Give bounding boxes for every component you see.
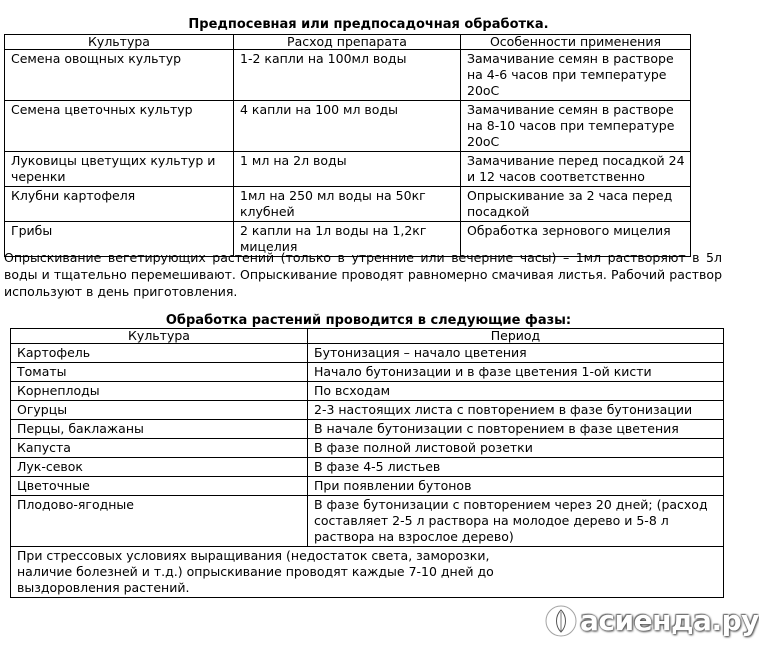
column-header-period: Период [308, 329, 724, 344]
usage-cell: Обработка зернового мицелия [461, 222, 691, 257]
table-row [11, 496, 724, 547]
culture-cell: Клубни картофеля [5, 187, 234, 222]
dosage-cell: 4 капли на 100 мл воды [234, 101, 461, 152]
table-row [11, 382, 724, 401]
table-row [5, 187, 691, 222]
period-cell: В фазе 4-5 листьев [308, 458, 724, 477]
period-cell: 2-3 настоящих листа с повторением в фазе бутонизации [308, 401, 724, 420]
column-header-usage: Особенности применения [461, 35, 691, 50]
table-row [5, 50, 691, 101]
dosage-cell: 1 мл на 2л воды [234, 152, 461, 187]
watermark-text: асиенда.ру [580, 604, 759, 637]
culture-cell: Огурцы [11, 401, 308, 420]
table-row [11, 458, 724, 477]
period-cell: В фазе бутонизации с повторением через 20 дней; (расход составляет 2-5 л раствора на молодое дерево и 5-8 л раствора на взрослое дерево) [308, 496, 724, 547]
section2-title: Обработка растений проводится в следующие фазы: [165, 313, 572, 328]
table-row [5, 101, 691, 152]
column-header-culture: Культура [11, 329, 308, 344]
table-row [11, 363, 724, 382]
culture-cell: Луковицы цветущих культур и черенки [5, 152, 234, 187]
period-cell: Начало бутонизации и в фазе цветения 1-ой кисти [308, 363, 724, 382]
culture-cell: Картофель [11, 344, 308, 363]
period-cell: В начале бутонизации с повторением в фазе цветения [308, 420, 724, 439]
culture-cell: Лук-севок [11, 458, 308, 477]
table-header-row [11, 329, 724, 344]
table-row [11, 344, 724, 363]
table-row [5, 152, 691, 187]
dosage-cell: 1мл на 250 мл воды на 50кг клубней [234, 187, 461, 222]
culture-cell: Томаты [11, 363, 308, 382]
usage-cell: Замачивание семян в растворе на 4-6 часов при температуре 20оС [461, 50, 691, 101]
culture-cell: Грибы [5, 222, 234, 257]
usage-cell: Опрыскивание за 2 часа перед посадкой [461, 187, 691, 222]
period-cell: Бутонизация – начало цветения [308, 344, 724, 363]
section1-title: Предпосевная или предпосадочная обработка. [188, 17, 549, 32]
usage-cell: Замачивание перед посадкой 24 и 12 часов соответственно [461, 152, 691, 187]
watermark-logo-icon [542, 602, 580, 640]
spraying-paragraph: Опрыскивание вегетирующих растений (только в утренние или вечерние часы) – 1мл растворяют в 5л воды и тщательно перемешивают. Опрыскивание проводят равномерно смачивая листья. Рабочий раствор используют в день приготовления. [4, 250, 722, 299]
culture-cell: Перцы, баклажаны [11, 420, 308, 439]
site-watermark [542, 600, 759, 642]
culture-cell: Семена овощных культур [5, 50, 234, 101]
dosage-cell: 1-2 капли на 100мл воды [234, 50, 461, 101]
table-header-row [5, 35, 691, 50]
culture-cell: Капуста [11, 439, 308, 458]
table-row [11, 420, 724, 439]
table-footer-row [11, 547, 724, 598]
column-header-dosage: Расход препарата [234, 35, 461, 50]
usage-cell: Замачивание семян в растворе на 8-10 часов при температуре 20оС [461, 101, 691, 152]
culture-cell: Семена цветочных культур [5, 101, 234, 152]
dosage-cell: 2 капли на 1л воды на 1,2кг мицелия [234, 222, 461, 257]
treatment-phases-table [10, 328, 724, 598]
culture-cell: Корнеплоды [11, 382, 308, 401]
culture-cell: Цветочные [11, 477, 308, 496]
table-row [11, 439, 724, 458]
column-header-culture: Культура [5, 35, 234, 50]
table-row [11, 401, 724, 420]
period-cell: При появлении бутонов [308, 477, 724, 496]
culture-cell: Плодово-ягодные [11, 496, 308, 547]
pre-sowing-table [4, 34, 691, 257]
stress-conditions-note: При стрессовых условиях выращивания (недостаток света, заморозки, наличие болезней и т.д.) опрыскивание проводят каждые 7-10 дней до выздоровления растений. [11, 547, 724, 598]
period-cell: По всходам [308, 382, 724, 401]
table-row [11, 477, 724, 496]
period-cell: В фазе полной листовой розетки [308, 439, 724, 458]
